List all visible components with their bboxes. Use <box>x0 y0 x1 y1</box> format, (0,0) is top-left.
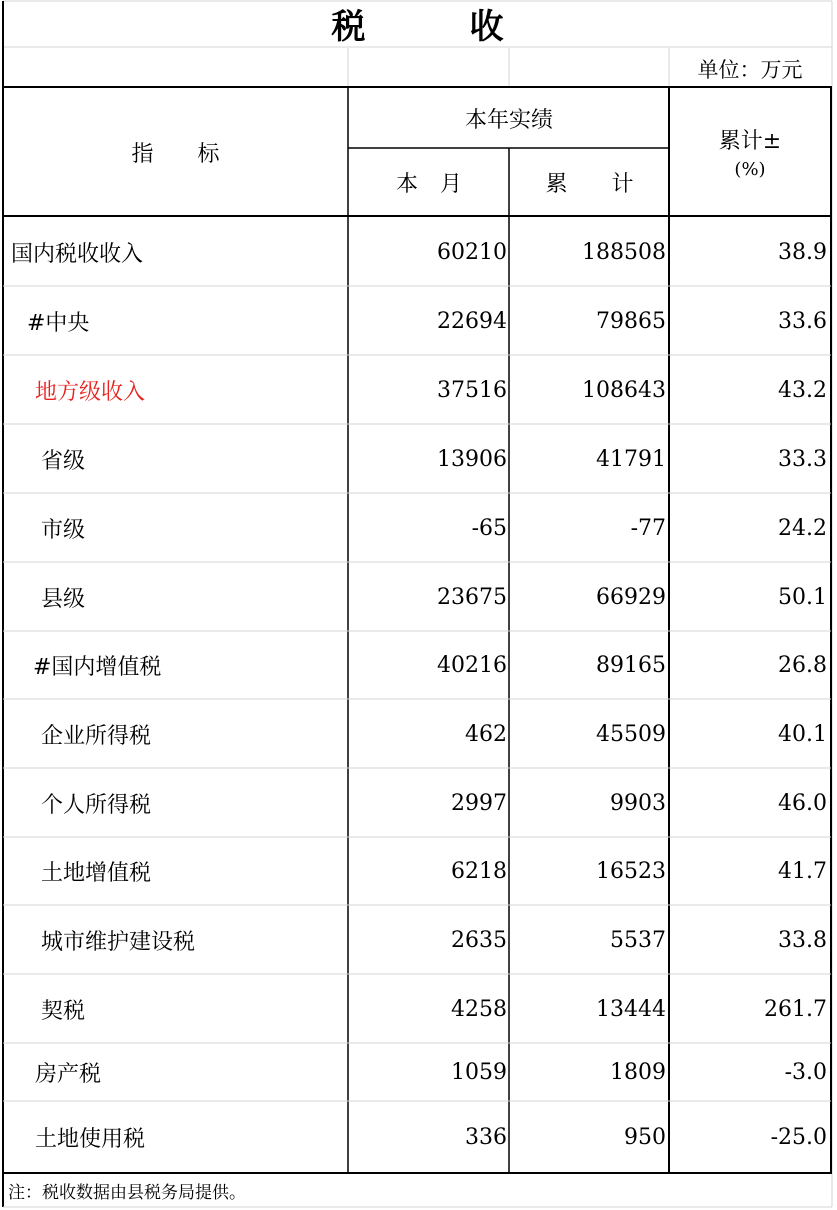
header-cumulative: 累 计 <box>545 172 634 197</box>
row-label: #中央 <box>27 310 90 336</box>
footnote: 注：税收数据由县税务局提供。 <box>8 1182 246 1203</box>
row-month-value: 23675 <box>437 584 507 610</box>
row-label: 企业所得税 <box>41 723 152 749</box>
row-change-value: 41.7 <box>778 859 827 884</box>
row-month-value: 6218 <box>451 859 507 884</box>
row-label: 土地使用税 <box>35 1126 146 1152</box>
row-month-value: -65 <box>471 515 507 541</box>
row-month-value: 13906 <box>437 446 507 472</box>
row-cumulative-value: 108643 <box>582 377 666 403</box>
row-change-value: 38.9 <box>778 239 827 265</box>
page-title <box>3 0 832 46</box>
row-label: 国内税收收入 <box>11 241 144 267</box>
row-cumulative-value: 16523 <box>596 859 666 884</box>
row-cumulative-value: 89165 <box>596 653 666 678</box>
row-cumulative-value: 9903 <box>610 790 666 816</box>
row-label: #国内增值税 <box>33 655 162 680</box>
row-month-value: 462 <box>465 721 507 747</box>
row-label: 县级 <box>41 586 86 612</box>
row-change-value: -25.0 <box>770 1124 827 1150</box>
header-current-year: 本年实绩 <box>464 107 553 133</box>
row-month-value: 2997 <box>451 790 507 816</box>
row-change-value: 33.8 <box>778 927 827 953</box>
row-cumulative-value: 188508 <box>582 239 666 265</box>
title-char: 税 <box>331 6 366 47</box>
row-change-value: 46.0 <box>778 790 827 816</box>
row-change-value: 261.7 <box>764 996 827 1022</box>
header-cum-change-unit: (%) <box>734 159 766 180</box>
row-cumulative-value: 950 <box>624 1124 666 1150</box>
row-cumulative-value: -77 <box>630 515 666 541</box>
row-month-value: 1059 <box>451 1060 507 1085</box>
row-month-value: 2635 <box>451 927 507 953</box>
row-label: 房产税 <box>35 1062 102 1087</box>
row-cumulative-value: 79865 <box>596 308 666 334</box>
row-label: 城市维护建设税 <box>41 929 196 955</box>
row-month-value: 4258 <box>451 996 507 1022</box>
title-char: 收 <box>469 6 504 47</box>
row-label: 省级 <box>41 448 86 474</box>
row-cumulative-value: 66929 <box>596 584 666 610</box>
header-cum-change-label: 累计± <box>718 129 782 154</box>
unit-label: 单位：万元 <box>697 58 803 82</box>
row-cumulative-value: 13444 <box>596 996 666 1022</box>
row-cumulative-value: 41791 <box>596 446 666 472</box>
row-label: 土地增值税 <box>41 861 152 886</box>
row-month-value: 60210 <box>437 239 507 265</box>
row-label: 地方级收入 <box>35 379 146 405</box>
row-change-value: 26.8 <box>778 653 827 678</box>
row-cumulative-value: 45509 <box>596 721 666 747</box>
row-label: 个人所得税 <box>41 792 152 818</box>
row-change-value: 24.2 <box>778 515 827 541</box>
row-label: 市级 <box>41 517 86 543</box>
row-month-value: 40216 <box>437 653 507 678</box>
header-this-month: 本 月 <box>395 172 462 197</box>
header-cum-change <box>670 88 830 216</box>
row-change-value: 40.1 <box>778 721 827 747</box>
row-month-value: 336 <box>465 1124 507 1150</box>
row-month-value: 22694 <box>437 308 507 334</box>
row-change-value: 33.6 <box>778 308 827 334</box>
row-change-value: 50.1 <box>778 584 827 610</box>
header-indicator: 指 标 <box>131 141 220 167</box>
row-change-value: 43.2 <box>778 377 827 403</box>
row-change-value: -3.0 <box>784 1060 827 1085</box>
row-cumulative-value: 5537 <box>610 927 666 953</box>
row-cumulative-value: 1809 <box>610 1060 666 1085</box>
row-label: 契税 <box>41 998 86 1024</box>
row-change-value: 33.3 <box>778 446 827 472</box>
row-month-value: 37516 <box>437 377 507 403</box>
